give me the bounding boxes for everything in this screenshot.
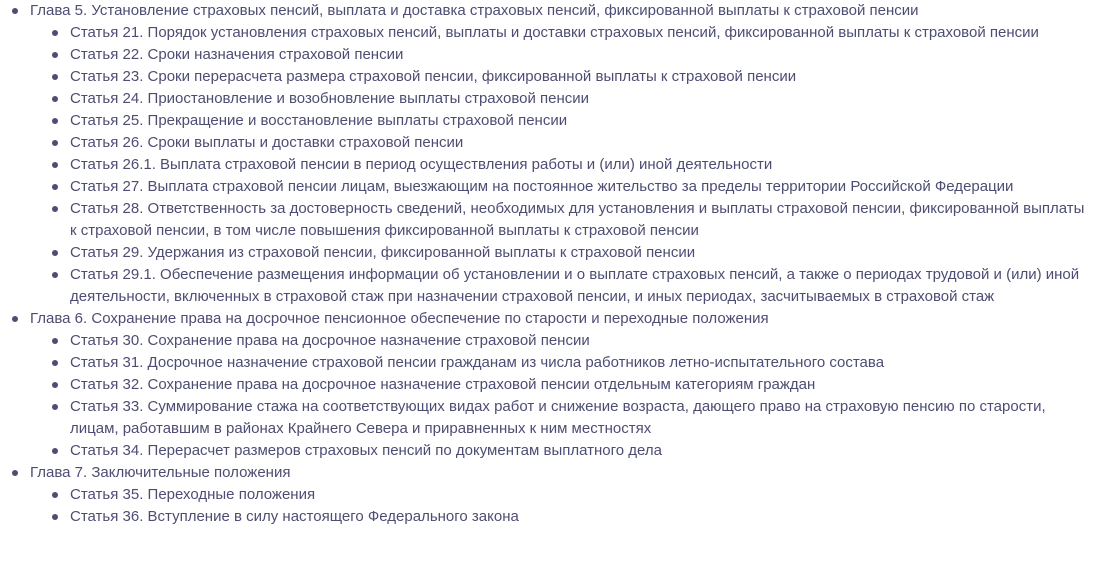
bullet-icon [52, 360, 58, 366]
chapter-link[interactable]: Глава 6. Сохранение права на досрочное пенсионное обеспечение по старости и переходные положения [30, 310, 769, 327]
article-item [70, 110, 1092, 132]
bullet-icon [52, 140, 58, 146]
article-item [70, 264, 1092, 308]
article-item [70, 176, 1092, 198]
bullet-icon [12, 316, 18, 322]
article-item [70, 484, 1092, 506]
article-item [70, 396, 1092, 440]
bullet-icon [52, 118, 58, 124]
article-item [70, 22, 1092, 44]
article-item [70, 44, 1092, 66]
article-link[interactable]: Статья 35. Переходные положения [70, 486, 316, 503]
article-link[interactable]: Статья 27. Выплата страховой пенсии лицам, выезжающим на постоянное жительство за пределы территории Российской Федерации [70, 178, 1014, 195]
bullet-icon [12, 470, 18, 476]
chapter-item [30, 308, 1104, 462]
article-link[interactable]: Статья 21. Порядок установления страховых пенсий, выплаты и доставки страховых пенсий, фиксированной выплаты к страховой пенсии [70, 24, 1039, 41]
article-link[interactable]: Статья 29.1. Обеспечение размещения информации об установлении и о выплате страховых пенсий, а также о периодах трудовой и (или) иной деятельности, включенных в страховой стаж при назначении страховой пенсии, и иных периодах, засчитываемых в страховой стаж [70, 266, 1080, 305]
article-link[interactable]: Статья 31. Досрочное назначение страховой пенсии гражданам из числа работников летно-испытательного состава [70, 354, 885, 371]
article-item [70, 330, 1092, 352]
bullet-icon [52, 52, 58, 58]
article-link[interactable]: Статья 28. Ответственность за достоверность сведений, необходимых для установления и выплаты страховой пенсии, фиксированной выплаты к страховой пенсии, в том числе повышения фиксированной выплаты к страховой пенсии [70, 200, 1085, 239]
bullet-icon [52, 382, 58, 388]
article-link[interactable]: Статья 29. Удержания из страховой пенсии, фиксированной выплаты к страховой пенсии [70, 244, 696, 261]
article-item [70, 352, 1092, 374]
bullet-icon [52, 184, 58, 190]
bullet-icon [52, 338, 58, 344]
article-link[interactable]: Статья 26. Сроки выплаты и доставки страховой пенсии [70, 134, 464, 151]
chapter-item [30, 0, 1104, 308]
bullet-icon [52, 74, 58, 80]
bullet-icon [52, 272, 58, 278]
chapter-link[interactable]: Глава 5. Установление страховых пенсий, выплата и доставка страховых пенсий, фиксированной выплаты к страховой пенсии [30, 2, 919, 19]
article-item [70, 440, 1092, 462]
article-link[interactable]: Статья 33. Суммирование стажа на соответствующих видах работ и снижение возраста, дающего право на страховую пенсию по старости, лицам, работавшим в районах Крайнего Севера и приравненных к ним местностях [70, 398, 1046, 437]
article-link[interactable]: Статья 34. Перерасчет размеров страховых пенсий по документам выплатного дела [70, 442, 662, 459]
article-item [70, 374, 1092, 396]
bullet-icon [52, 162, 58, 168]
article-link[interactable]: Статья 23. Сроки перерасчета размера страховой пенсии, фиксированной выплаты к страховой пенсии [70, 68, 797, 85]
article-item [70, 198, 1092, 242]
article-item [70, 88, 1092, 110]
bullet-icon [52, 206, 58, 212]
bullet-icon [52, 514, 58, 520]
chapter-link[interactable]: Глава 7. Заключительные положения [30, 464, 291, 481]
article-link[interactable]: Статья 24. Приостановление и возобновление выплаты страховой пенсии [70, 90, 590, 107]
article-link[interactable]: Статья 22. Сроки назначения страховой пенсии [70, 46, 404, 63]
bullet-icon [52, 250, 58, 256]
bullet-icon [52, 30, 58, 36]
bullet-icon [52, 404, 58, 410]
bullet-icon [52, 448, 58, 454]
chapter-item [30, 462, 1104, 528]
article-item [70, 242, 1092, 264]
article-item [70, 154, 1092, 176]
article-link[interactable]: Статья 25. Прекращение и восстановление выплаты страховой пенсии [70, 112, 568, 129]
article-list [30, 22, 1104, 308]
article-list [30, 330, 1104, 462]
bullet-icon [52, 96, 58, 102]
article-item [70, 66, 1092, 88]
article-item [70, 506, 1092, 528]
bullet-icon [52, 492, 58, 498]
article-link[interactable]: Статья 26.1. Выплата страховой пенсии в период осуществления работы и (или) иной деятельности [70, 156, 773, 173]
article-link[interactable]: Статья 30. Сохранение права на досрочное назначение страховой пенсии [70, 332, 590, 349]
article-link[interactable]: Статья 32. Сохранение права на досрочное назначение страховой пенсии отдельным категориям граждан [70, 376, 816, 393]
article-link[interactable]: Статья 36. Вступление в силу настоящего Федерального закона [70, 508, 519, 525]
bullet-icon [12, 8, 18, 14]
article-item [70, 132, 1092, 154]
article-list [30, 484, 1104, 528]
